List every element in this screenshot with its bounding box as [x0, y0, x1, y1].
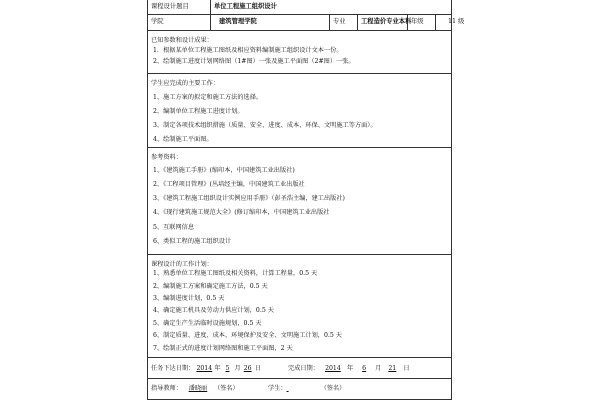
- month-char: 月: [375, 365, 382, 372]
- issue-date: [151, 366, 261, 372]
- known-section: [148, 31, 451, 74]
- tasks-section: [148, 74, 451, 148]
- signature-row: [148, 379, 451, 400]
- dates-row: [148, 358, 451, 379]
- known-heading: 已知参数和设计成果：: [151, 37, 213, 44]
- plan-item: 3、编制进度计划，0.5 天: [153, 295, 225, 302]
- design-task-form: [147, 0, 465, 400]
- day-char: 日: [403, 365, 410, 372]
- ref-item: 1、《建筑施工手册》(缩印本，中国建筑工业出版社): [153, 167, 295, 174]
- complete-year: 2014: [325, 365, 341, 372]
- plan-item: 5、确定生产生活临时设施规划，0.5 天: [153, 320, 262, 327]
- major-value: 工程造价专业本科: [358, 15, 408, 30]
- complete-date-label: 完成日期：: [288, 365, 319, 372]
- refs-heading: 参考资料：: [151, 154, 182, 161]
- info-row: [148, 15, 465, 31]
- task-item: 1、施工方案的拟定和施工方法的选择。: [153, 94, 263, 101]
- plan-item: 4、确定施工机具及劳动力供应计划，0.5 天: [153, 307, 274, 314]
- month-char: 月: [234, 365, 241, 372]
- college-value: 建筑管理学院: [211, 15, 330, 30]
- year-char: 年: [346, 365, 354, 372]
- issue-month: 5: [225, 365, 230, 372]
- task-item: 3、制定各项技术组织措施（质量、安全、进度、成本、环保、文明施工等方面）。: [153, 122, 377, 129]
- title-row: [148, 0, 451, 15]
- teacher-name: 潘晓丽: [188, 385, 208, 392]
- teacher-sign-label: （签名）: [213, 385, 239, 392]
- issue-date-label: 任务下达日期：: [151, 365, 195, 372]
- plan-section: [148, 255, 451, 358]
- references-section: [148, 148, 451, 255]
- complete-month: 6: [362, 365, 367, 372]
- complete-date: [288, 366, 410, 372]
- grade-value: 11 级: [448, 18, 465, 26]
- student-sign-label: （签名）: [320, 385, 346, 392]
- task-item: 2、编制单位工程施工进度计划。: [153, 108, 244, 115]
- grade-label: 年级: [408, 15, 436, 30]
- complete-day: 21: [388, 365, 397, 372]
- plan-heading: 课程设计的工作计划：: [151, 261, 213, 268]
- teacher-signature: [151, 386, 239, 392]
- year-char: 年: [214, 365, 221, 372]
- ref-item: 4、《现行建筑施工规范大全》(修订缩印本，中国建筑工业出版社: [153, 209, 330, 216]
- known-item: 2、绘制施工进度计划网络图（1#图）一张及施工平面图（2#图）一张。: [153, 58, 355, 65]
- known-item: 1．根据某单位工程施工图纸及相应资料编制施工组织设计文本一份。: [153, 47, 343, 54]
- issue-year: 2014: [196, 365, 213, 372]
- ref-item: 6、类似工程的施工组织设计: [153, 238, 232, 245]
- task-item: 4、绘制施工平面图。: [153, 136, 213, 143]
- tasks-heading: 学生应完成的主要工作：: [151, 80, 220, 87]
- student-signature: [268, 386, 345, 392]
- plan-item: 2、编制施工方案和确定施工方法，0.5 天: [153, 283, 268, 290]
- major-label: 专业: [330, 15, 358, 30]
- title-label: 课程设计题目: [148, 0, 211, 14]
- title-value: 单位工程施工组织设计: [214, 2, 277, 10]
- plan-item: 7、绘制正式的进度计划网络图和施工平面图，2 天: [153, 345, 293, 352]
- student-label: 学生：: [268, 385, 287, 392]
- issue-day: 26: [243, 365, 252, 372]
- plan-item: 1、熟悉单位工程施工图纸及相关资料，计算工程量，0.5 天: [153, 270, 318, 277]
- day-char: 日: [254, 365, 261, 372]
- teacher-label: 指导教师：: [151, 385, 182, 392]
- ref-item: 5、互联网信息: [153, 224, 195, 231]
- ref-item: 3、《建筑工程施工组织设计实例应用手册》（彭圣浩主编，建工出版社): [153, 195, 345, 202]
- plan-item: 6、制定质量、进度、成本、环境保护及安全、文明施工计划，0.5 天: [153, 332, 342, 339]
- student-sign-line: [287, 386, 321, 392]
- college-label: 学院: [148, 15, 211, 30]
- ref-item: 2、《工程项目管理》(丛培经主编，中国建筑工业出版社: [153, 181, 305, 188]
